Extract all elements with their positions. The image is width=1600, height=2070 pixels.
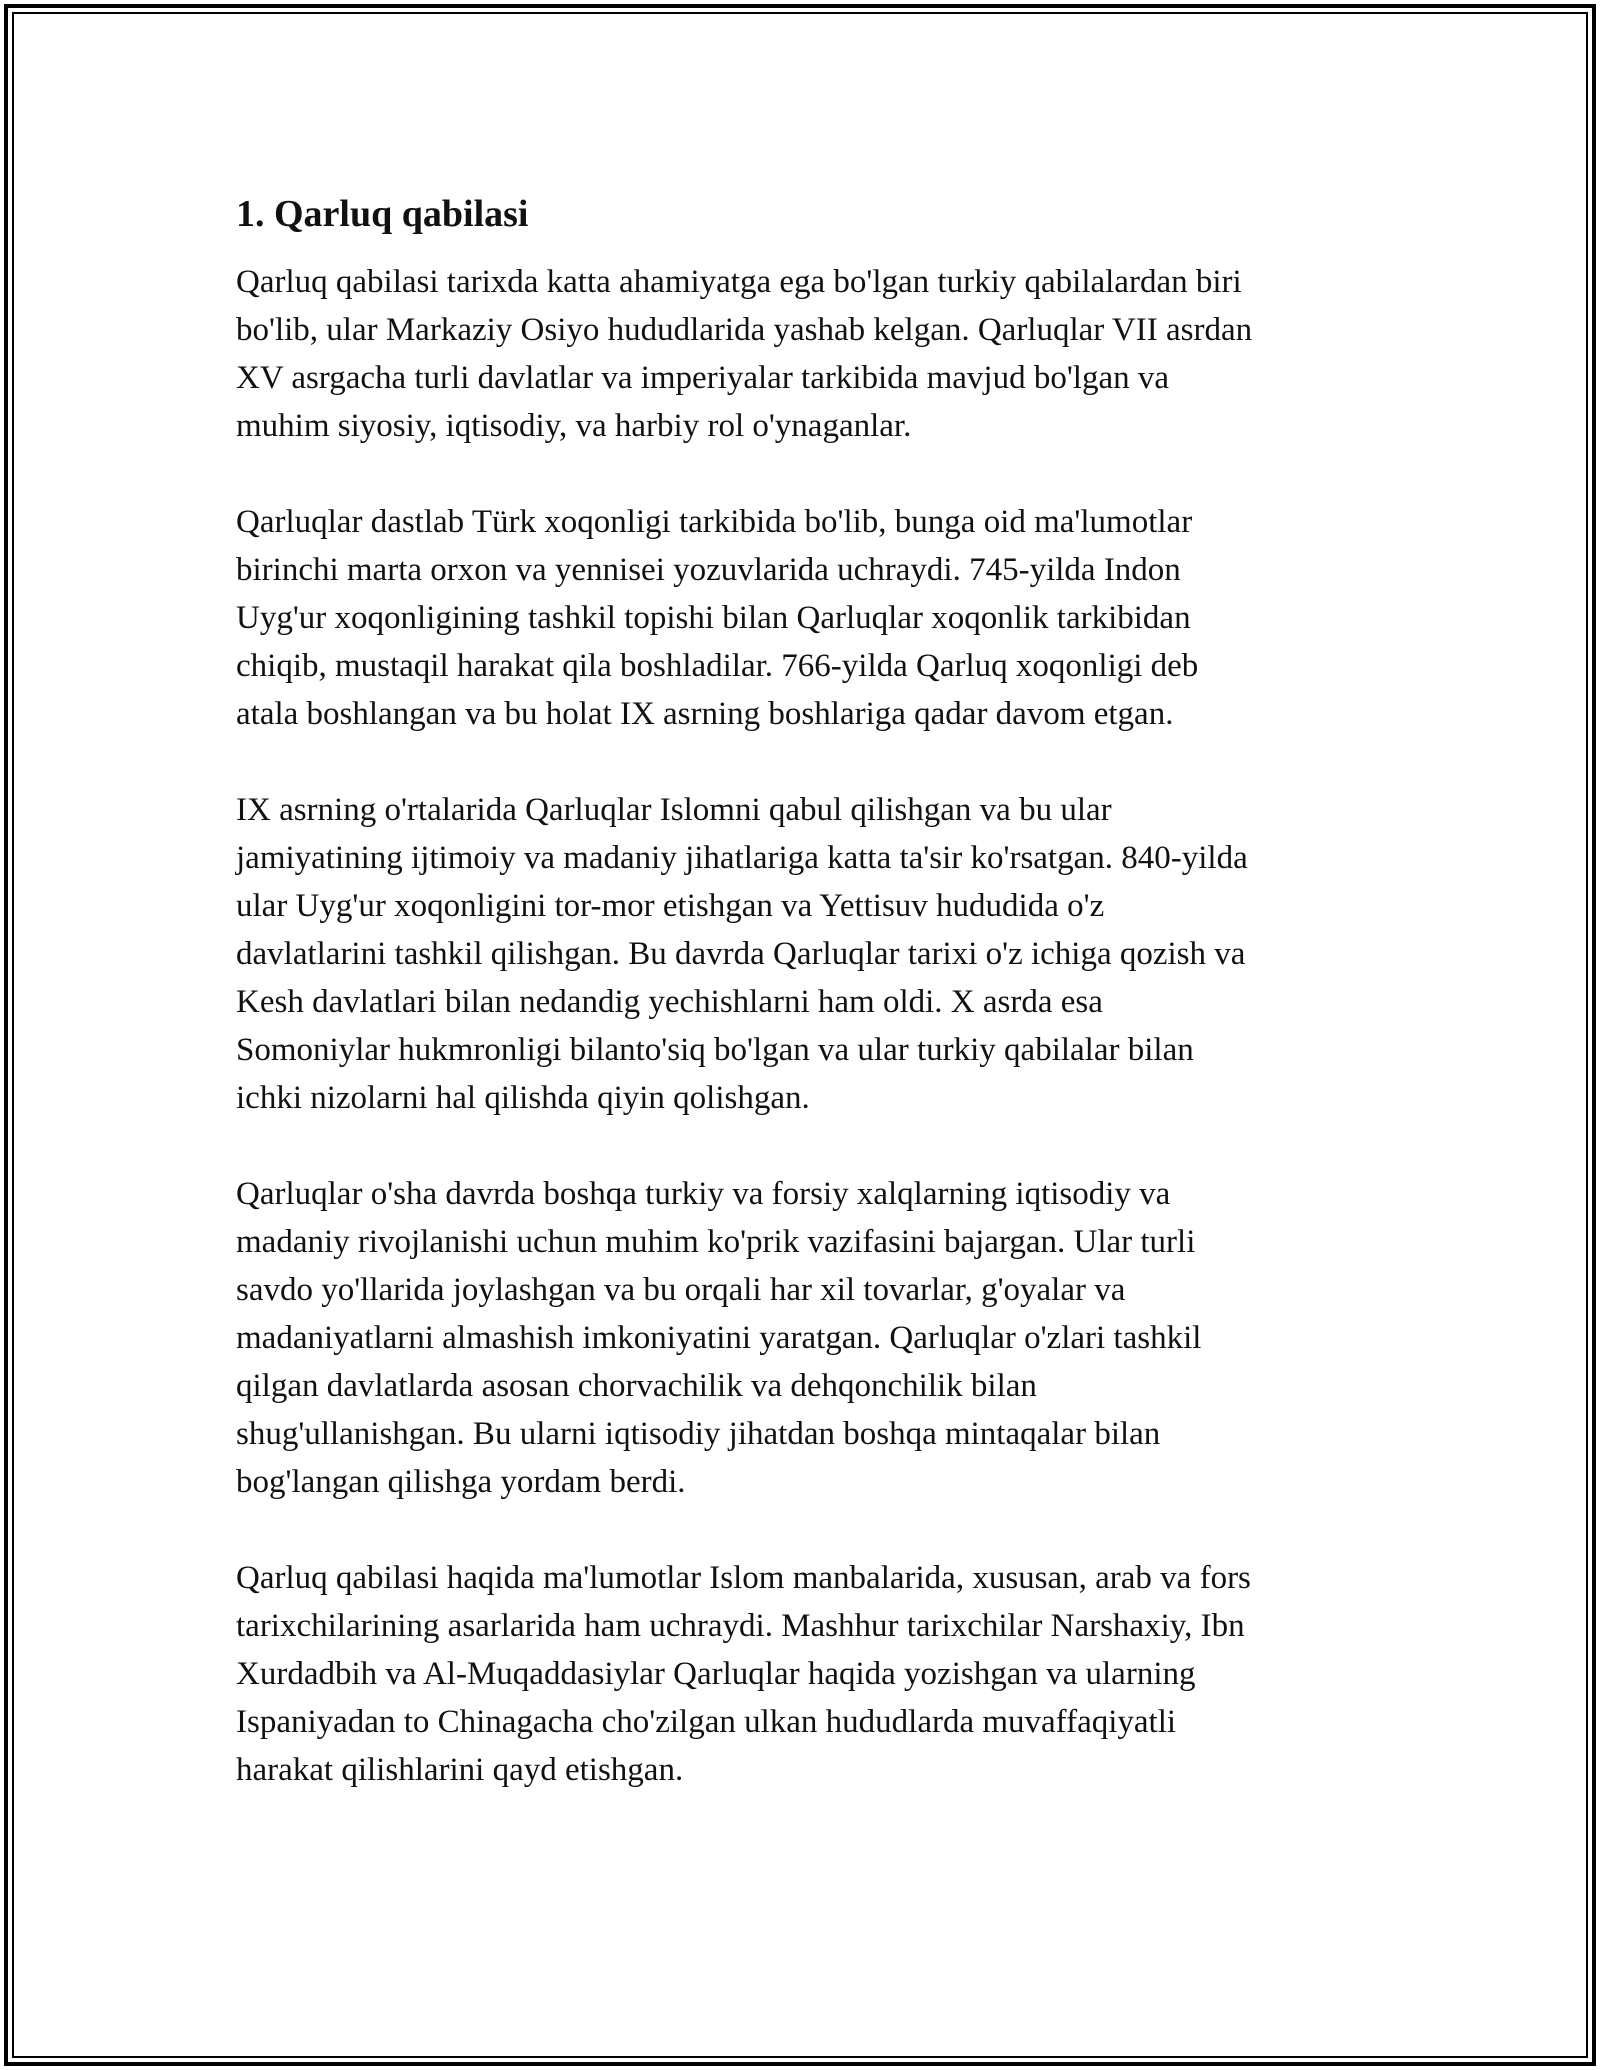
paragraph-5: Qarluq qabilasi haqida ma'lumotlar Islom manbalarida, xususan, arab va fors tarixchilarining asarlarida ham uchraydi. Mashhur tarixchilar Narshaxiy, Ibn Xurdadbih va Al-Muqaddasiylar Qarluqlar haqida yozishgan va ularning Ispaniyadan to Chinagacha cho'zilgan ulkan hududlarda muvaffaqiyatli harakat qilishlarini qayd etishgan.: [236, 1560, 1251, 1788]
paragraph-3: IX asrning o'rtalarida Qarluqlar Islomni qabul qilishgan va bu ular jamiyatining ijtimoiy va madaniy jihatlariga katta ta'sir ko'rsatgan. 840-yilda ular Uyg'ur xoqonligini tor-mor etishgan va Yettisuv hududida o'z davlatlarini tashkil qilishgan. Bu davrda Qarluqlar tarixi o'z ichiga qozish va Kesh davlatlari bilan nedandig yechishlarni ham oldi. X asrda esa Somoniylar hukmronligi bilanto'siq bo'lgan va ular turkiy qabilalar bilan ichki nizolarni hal qilishda qiyin qolishgan.: [236, 792, 1248, 1116]
document-body: [236, 190, 1376, 1842]
paragraph-4: Qarluqlar o'sha davrda boshqa turkiy va forsiy xalqlarning iqtisodiy va madaniy rivojlanishi uchun muhim ko'prik vazifasini bajargan. Ular turli savdo yo'llarida joylashgan va bu orqali har xil tovarlar, g'oyalar va madaniyatlarni almashish imkoniyatini yaratgan. Qarluqlar o'zlari tashkil qilgan davlatlarda asosan chorvachilik va dehqonchilik bilan shug'ullanishgan. Bu ularni iqtisodiy jihatdan boshqa mintaqalar bilan bog'langan qilishga yordam berdi.: [236, 1176, 1202, 1500]
paragraph-1: Qarluq qabilasi tarixda katta ahamiyatga ega bo'lgan turkiy qabilalardan biri bo'lib, ular Markaziy Osiyo hududlarida yashab kelgan. Qarluqlar VII asrdan XV asrgacha turli davlatlar va imperiyalar tarkibida mavjud bo'lgan va muhim siyosiy, iqtisodiy, va harbiy rol o'ynaganlar.: [236, 264, 1253, 444]
section-heading: 1. Qarluq qabilasi: [236, 193, 529, 235]
paragraph-2: Qarluqlar dastlab Türk xoqonligi tarkibida bo'lib, bunga oid ma'lumotlar birinchi marta orxon va yennisei yozuvlarida uchraydi. 745-yilda Indon Uyg'ur xoqonligining tashkil topishi bilan Qarluqlar xoqonlik tarkibidan chiqib, mustaqil harakat qila boshladilar. 766-yilda Qarluq xoqonligi deb atala boshlangan va bu holat IX asrning boshlariga qadar davom etgan.: [236, 504, 1199, 732]
